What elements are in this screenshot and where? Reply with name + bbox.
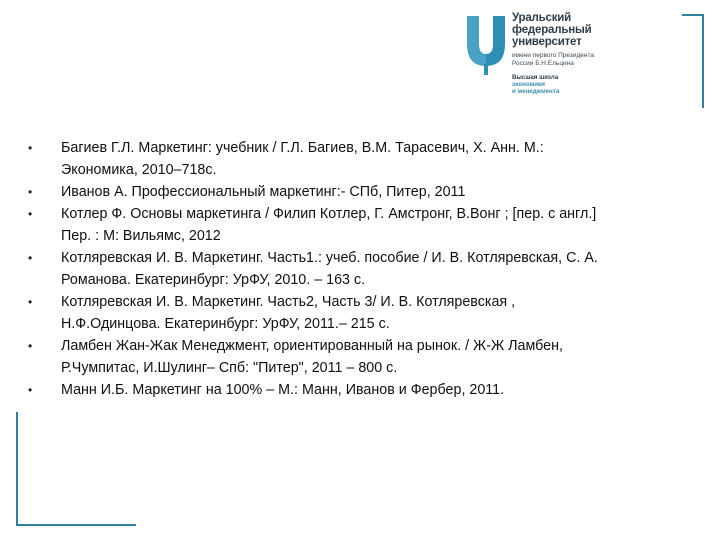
reference-text: Котляревская И. В. Маркетинг. Часть2, Часть 3/ И. В. Котляревская , Н.Ф.Одинцова. Екатеринбург: УрФУ, 2011.– 215 с.: [61, 294, 516, 332]
reference-text: Котлер Ф. Основы маркетинга / Филип Котлер, Г. Амстронг, В.Вонг ; [пер. с англ.] Пер. : М: Вильямс, 2012: [61, 206, 597, 244]
bullet-icon: •: [28, 207, 33, 221]
list-item: [28, 247, 608, 291]
reference-text: Иванов А. Профессиональный маркетинг:- СПб, Питер, 2011: [61, 184, 466, 200]
urfu-logo-icon: [465, 14, 507, 76]
bullet-icon: •: [28, 339, 33, 353]
reference-list: [28, 137, 608, 401]
corner-bracket-top-right: [682, 14, 704, 108]
logo-title-line: университет: [512, 36, 582, 48]
list-item: [28, 203, 608, 247]
reference-text: Ламбен Жан-Жак Менеджмент, ориентированный на рынок. / Ж-Ж Ламбен, Р.Чумпитас, И.Шулинг– Спб: "Питер", 2011 – 800 с.: [61, 338, 564, 376]
bullet-icon: •: [28, 295, 33, 309]
corner-bracket-bottom-left: [16, 412, 136, 526]
reference-text: Манн И.Б. Маркетинг на 100% – М.: Манн, Иванов и Фербер, 2011.: [61, 382, 505, 398]
university-logo: [465, 12, 615, 104]
bullet-icon: •: [28, 383, 33, 397]
logo-school-line: и менеджмента: [512, 88, 560, 95]
reference-text: Багиев Г.Л. Маркетинг: учебник / Г.Л. Багиев, В.М. Тарасевич, Х. Анн. М.: Экономика, 2010–718с.: [61, 140, 544, 178]
logo-school-line: Высшая школа: [512, 74, 559, 81]
logo-title-line: федеральный: [512, 24, 592, 36]
list-item: [28, 181, 608, 203]
list-item: [28, 379, 608, 401]
reference-text: Котляревская И. В. Маркетинг. Часть1.: учеб. пособие / И. В. Котляревская, С. А. Романова. Екатеринбург: УрФУ, 2010. – 163 с.: [61, 250, 598, 288]
list-item: [28, 291, 608, 335]
logo-subtitle-line: имени первого Президента: [512, 52, 595, 59]
logo-title-line: Уральский: [512, 12, 572, 24]
logo-school-name: [512, 74, 622, 95]
list-item: [28, 335, 608, 379]
bullet-icon: •: [28, 251, 33, 265]
bullet-icon: •: [28, 185, 33, 199]
bullet-icon: •: [28, 141, 33, 155]
logo-subtitle-line: России Б.Н.Ельцина: [512, 59, 574, 67]
logo-school-line: экономики: [512, 81, 545, 88]
logo-title: [512, 12, 622, 48]
list-item: [28, 137, 608, 181]
logo-subtitle: [512, 52, 622, 67]
